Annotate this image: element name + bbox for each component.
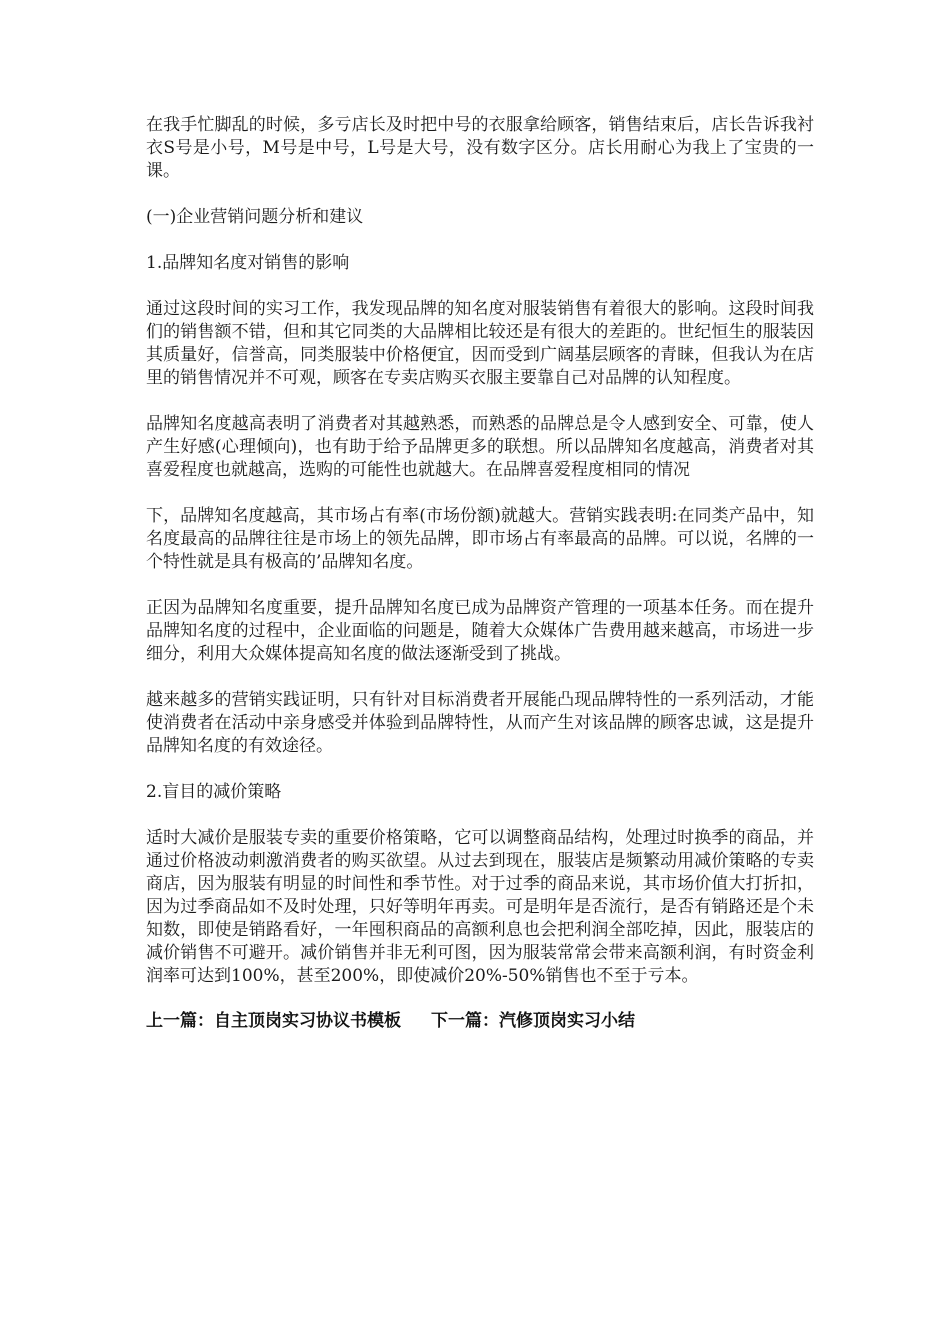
section-heading-marketing: (一)企业营销问题分析和建议 <box>146 207 364 227</box>
next-article-link[interactable] <box>431 1011 635 1031</box>
article-navigation <box>146 1010 814 1033</box>
subheading-price-cut: 2.盲目的减价策略 <box>146 782 282 802</box>
prev-article-link[interactable] <box>146 1011 401 1031</box>
next-article-label: 下一篇： <box>431 1011 499 1031</box>
prev-article-title: 自主顶岗实习协议书模板 <box>214 1011 401 1031</box>
paragraph-shop-lesson: 在我手忙脚乱的时候，多亏店长及时把中号的衣服拿给顾客，销售结束后，店长告诉我衬衣S号是小号，M号是中号，L号是大号，没有数字区分。店长用耐心为我上了宝贵的一课。 <box>146 115 814 181</box>
paragraph-price-strategy: 适时大减价是服装专卖的重要价格策略，它可以调整商品结构，处理过时换季的商品，并通过价格波动刺激消费者的购买欲望。从过去到现在，服装店是频繁动用减价策略的专卖商店，因为服装有明显的时间性和季节性。对于过季的商品来说，其市场价值大打折扣，因为过季商品如不及时处理，只好等明年再卖。可是明年是否流行，是否有销路还是个未知数，即使是销路看好，一年囤积商品的高额利息也会把利润全部吃掉，因此，服装店的减价销售不可避开。减价销售并非无利可图，因为服装常常会带来高额利润，有时资金利润率可达到100%，甚至200%，即使减价20%-50%销售也不至于亏本。 <box>146 828 814 986</box>
paragraph-market-share: 下，品牌知名度越高，其市场占有率(市场份额)就越大。营销实践表明:在同类产品中，知名度最高的品牌往往是市场上的领先品牌，即市场占有率最高的品牌。可以说，名牌的一个特性就是具有极高的’品牌知名度。 <box>146 506 814 572</box>
next-article-title: 汽修顶岗实习小结 <box>499 1011 635 1031</box>
paragraph-brand-impact: 通过这段时间的实习工作，我发现品牌的知名度对服装销售有着很大的影响。这段时间我们的销售额不错，但和其它同类的大品牌相比较还是有很大的差距的。世纪恒生的服装因其质量好，信誉高，同类服装中价格便宜，因而受到广阔基层顾客的青睐，但我认为在店里的销售情况并不可观，顾客在专卖店购买衣服主要靠自己对品牌的认知程度。 <box>146 299 814 388</box>
paragraph-brand-asset: 正因为品牌知名度重要，提升品牌知名度已成为品牌资产管理的一项基本任务。而在提升品牌知名度的过程中，企业面临的问题是，随着大众媒体广告费用越来越高，市场进一步细分，利用大众媒体提高知名度的做法逐渐受到了挑战。 <box>146 598 814 664</box>
paragraph-marketing-practice: 越来越多的营销实践证明，只有针对目标消费者开展能凸现品牌特性的一系列活动，才能使消费者在活动中亲身感受并体验到品牌特性，从而产生对该品牌的顾客忠诚，这是提升品牌知名度的有效途径。 <box>146 690 814 756</box>
paragraph-brand-familiarity: 品牌知名度越高表明了消费者对其越熟悉，而熟悉的品牌总是令人感到安全、可靠，使人产生好感(心理倾向)，也有助于给予品牌更多的联想。所以品牌知名度越高，消费者对其喜爱程度也就越高，选购的可能性也就越大。在品牌喜爱程度相同的情况 <box>146 414 814 480</box>
subheading-brand-awareness: 1.品牌知名度对销售的影响 <box>146 253 350 273</box>
document-body <box>146 114 814 1033</box>
prev-article-label: 上一篇： <box>146 1011 214 1031</box>
